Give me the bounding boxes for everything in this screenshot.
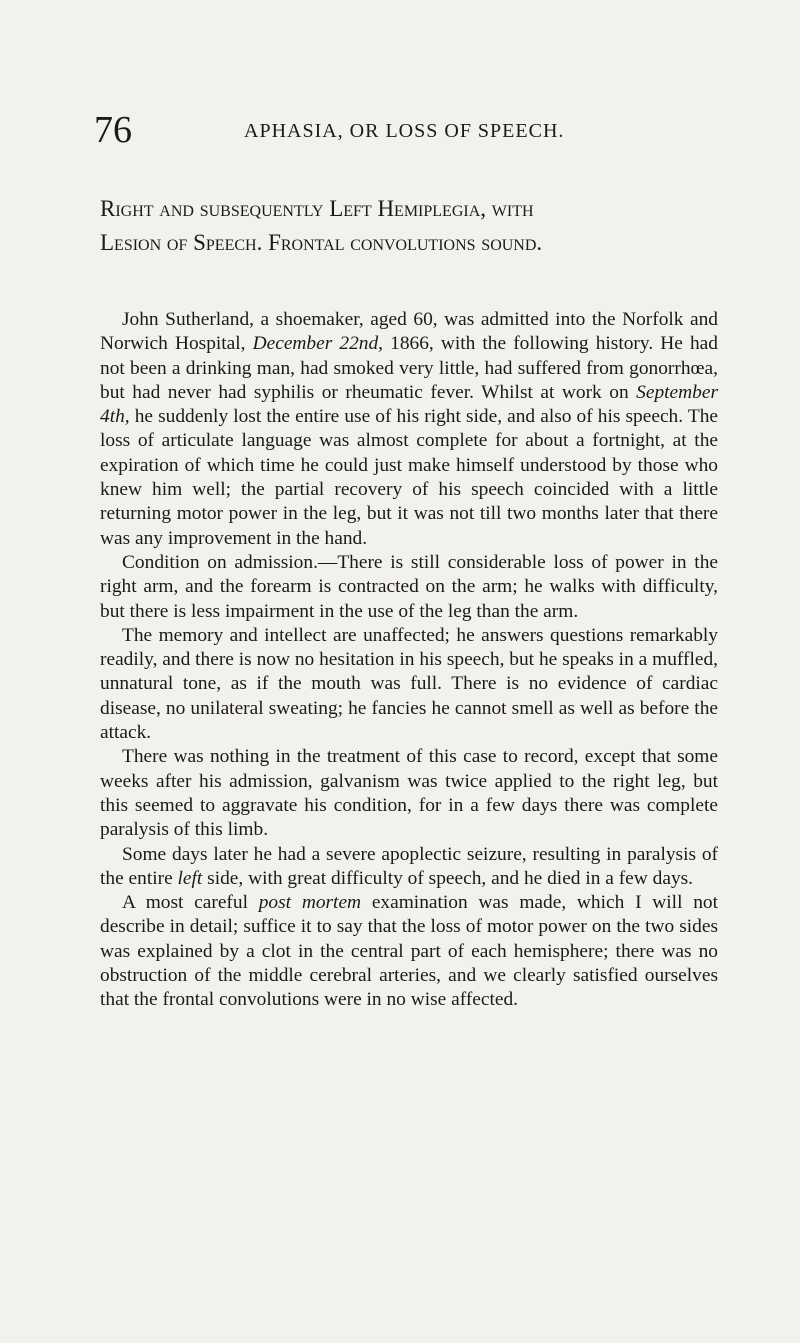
italic-date: December 22nd, — [252, 333, 384, 355]
text-run: John Sutherland, a shoemaker, aged 60, was admitted into the Norfolk and Norwich Hospital, — [100, 309, 718, 355]
text-run: side, with great difficulty of speech, and he died in a few days. — [202, 867, 694, 889]
heading-line-2: Lesion of Speech. Frontal convolutions sound. — [100, 230, 543, 255]
heading-line-1: Right and subsequently Left Hemiplegia, with — [100, 196, 534, 221]
running-head: APHASIA, OR LOSS OF SPEECH. — [244, 120, 565, 142]
italic-phrase: post mortem — [258, 892, 362, 914]
section-heading — [100, 192, 730, 260]
paragraph-seizure — [100, 843, 718, 892]
paragraph-post-mortem — [100, 891, 718, 1012]
italic-date: September 4th, — [100, 381, 718, 428]
italic-word: left — [177, 867, 203, 889]
paragraph-memory: The memory and intellect are unaffected; he answers questions remarkably readily, and there is now no hesitation in his speech, but he speaks in a muffled, unnatural tone, as if the mouth was full. There is no evidence of cardiac disease, no unilateral sweating; he fancies he cannot smell as well as before the attack. — [100, 624, 718, 744]
text-run: examination was made, which I will not describe in detail; suffice it to say that the loss of motor power on the two sides was explained by a clot in the central part of each hemisphere; there was no obstruction of the middle cerebral arteries, and we clearly satisfied ourselves that the frontal convolutions were in no wise affected. — [100, 892, 718, 1011]
text-run: he suddenly lost the entire use of his right side, and also of his speech. The loss of articulate language was almost complete for about a fortnight, at the expiration of which time he could just make himself understood by those who knew him well; the partial recovery of his speech coincided with a little returning motor power in the leg, but it was not till two months later that there was any improvement in the hand. — [100, 406, 718, 549]
paragraph-history — [100, 308, 718, 551]
text-run: 1866, with the following history. He had not been a drinking man, had smoked very little, had suffered from gonorrhœa, but had never had syphilis or rheumatic fever. Whilst at work on — [100, 333, 718, 403]
text-run: A most careful — [122, 892, 259, 914]
page-header — [94, 110, 734, 150]
page-number: 76 — [94, 109, 132, 151]
paragraph-condition: Condition on admission.—There is still considerable loss of power in the right arm, and the forearm is contracted on the arm; he walks with difficulty, but there is less impairment in the use of the leg than the arm. — [100, 551, 718, 622]
case-report-body — [100, 308, 718, 1013]
paragraph-treatment: There was nothing in the treatment of this case to record, except that some weeks after his admission, galvanism was twice applied to the right leg, but this seemed to aggravate his condition, for in a few days there was complete paralysis of this limb. — [100, 746, 718, 841]
text-run: Some days later he had a severe apoplectic seizure, resulting in paralysis of the entire — [100, 843, 718, 889]
